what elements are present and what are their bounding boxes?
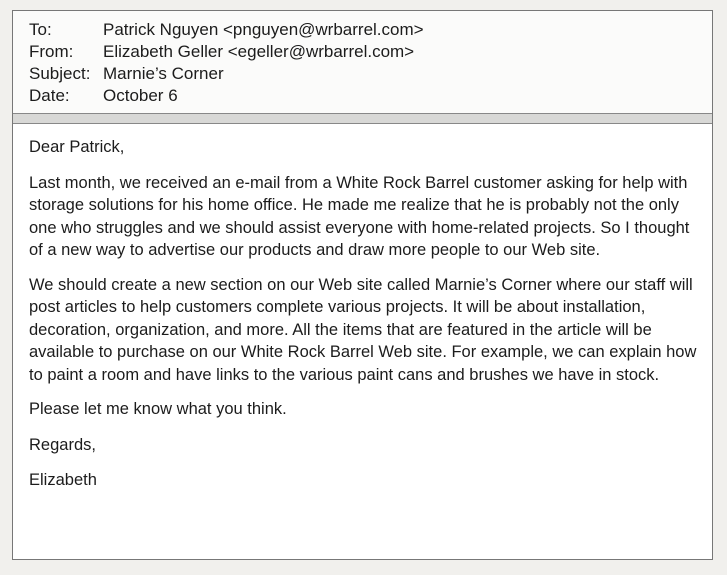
- header-divider-band: [13, 114, 712, 124]
- email-document: [12, 10, 713, 560]
- closing: Regards,: [29, 435, 96, 454]
- greeting: Dear Patrick,: [29, 138, 125, 156]
- subject-label: Subject:: [29, 64, 91, 83]
- email-header: [13, 11, 712, 114]
- subject-row: [29, 63, 712, 85]
- body-paragraph: Last month, we received an e-mail from a White Rock Barrel customer asking for help with storage solutions for his home office. He made me realize that he is probably not the only one who struggles and we should assist everyone with home-related projects. So I thought of a new way to advertise our products and draw more people to our Web site.: [29, 173, 690, 259]
- body-paragraph: We should create a new section on our Web site called Marnie’s Corner where our staff will post articles to help customers complete various projects. It will be about installation, decoration, organization, and more. All the items that are featured in the article will be available to purchase on our White Rock Barrel Web site. For example, we can explain how to paint a room and have links to the various paint cans and brushes we have in stock.: [29, 275, 697, 384]
- to-label: To:: [29, 20, 52, 39]
- from-value: Elizabeth Geller <egeller@wrbarrel.com>: [103, 42, 415, 61]
- date-value: October 6: [103, 86, 178, 105]
- to-row: [29, 19, 712, 41]
- signature: Elizabeth: [29, 471, 97, 489]
- date-label: Date:: [29, 86, 70, 105]
- body-paragraph: Please let me know what you think.: [29, 400, 287, 418]
- subject-value: Marnie’s Corner: [103, 64, 224, 83]
- to-value: Patrick Nguyen <pnguyen@wrbarrel.com>: [103, 20, 424, 39]
- email-body: [13, 124, 712, 492]
- from-row: [29, 41, 712, 63]
- date-row: [29, 85, 712, 107]
- from-label: From:: [29, 42, 74, 61]
